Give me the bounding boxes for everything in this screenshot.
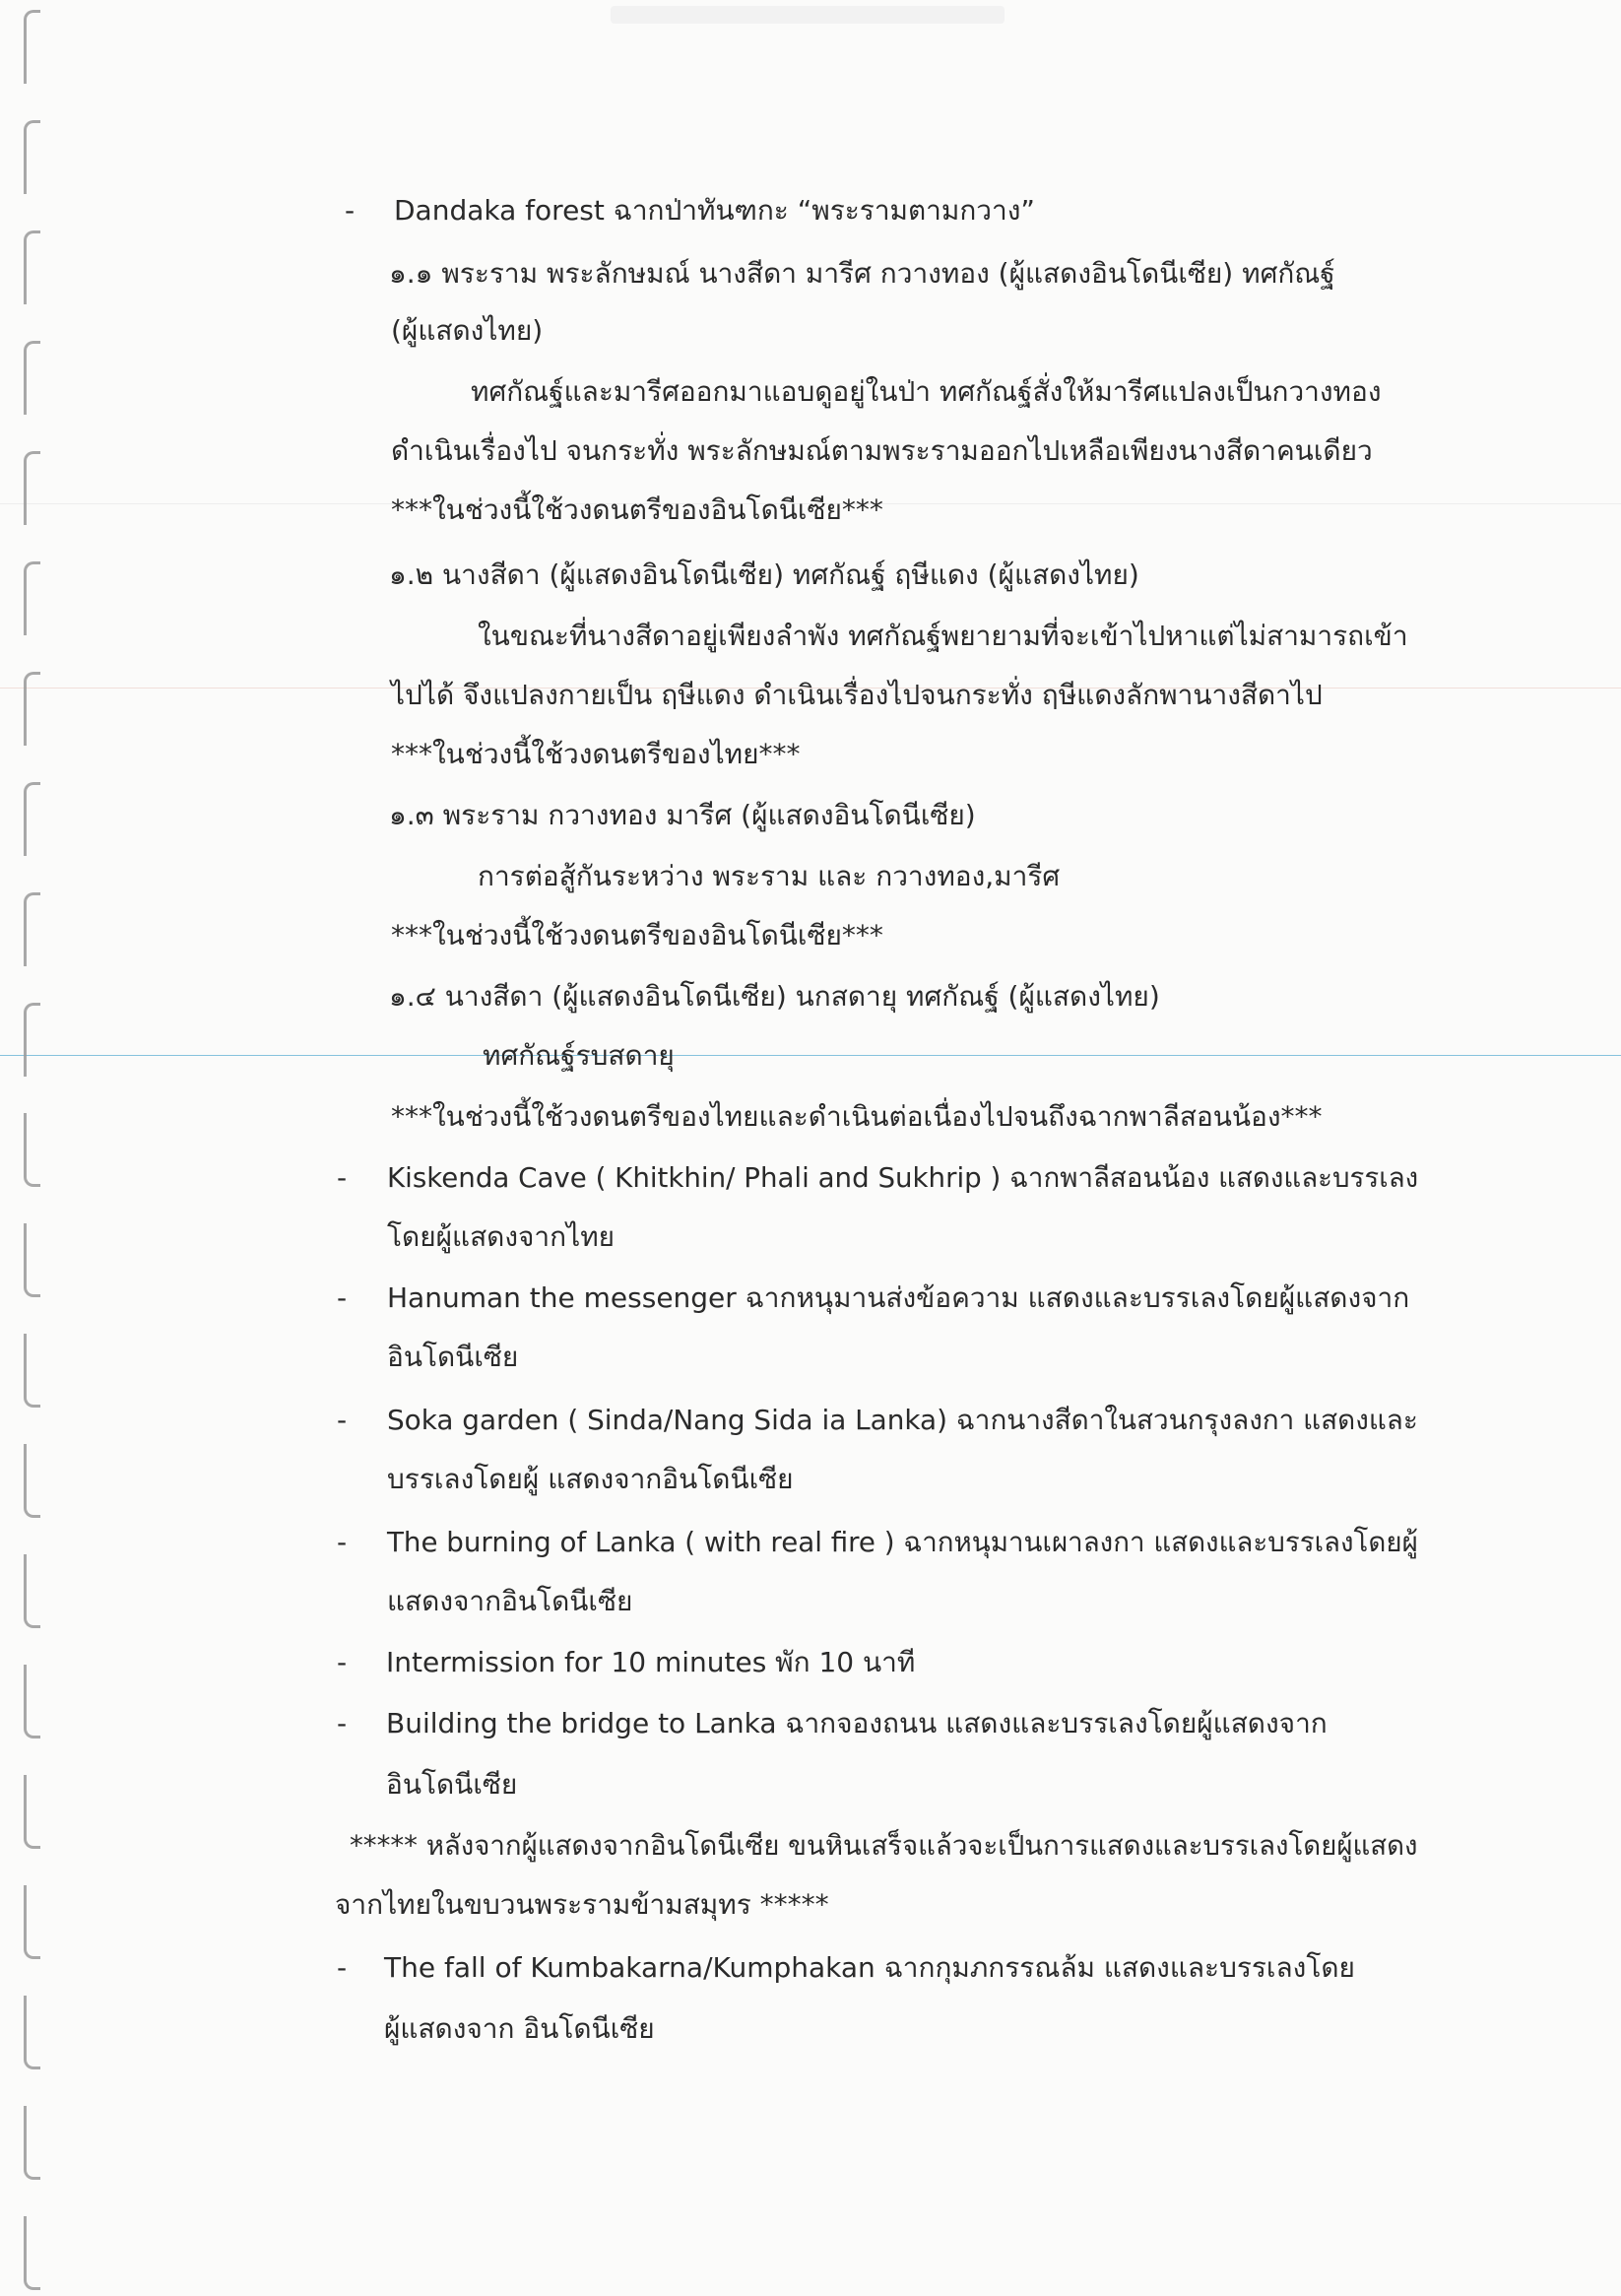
- music-note: ***ในช่วงนี้ใช้วงดนตรีของอินโดนีเซีย***: [391, 493, 883, 526]
- paragraph-line: ทศกัณฐ์และมารีศออกมาแอบดูอยู่ในป่า ทศกัณฐ์สั่งให้มารีศแปลงเป็นกวางทอง: [471, 375, 1382, 408]
- scene-heading-dandaka: Dandaka forest ฉากป่าทันฑกะ “พระรามตามกวาง”: [394, 194, 1035, 227]
- music-note: ***ในช่วงนี้ใช้วงดนตรีของไทยและดำเนินต่อเนื่องไปจนถึงฉากพาลีสอนน้อง***: [391, 1100, 1323, 1133]
- procession-note: ***** หลังจากผู้แสดงจากอินโดนีเซีย ขนหินเสร็จแล้วจะเป็นการแสดงและบรรเลงโดยผู้แสดง: [350, 1829, 1418, 1862]
- subscene-1-4: ๑.๔ นางสีดา (ผู้แสดงอินโดนีเซีย) นกสดายุ ทศกัณฐ์ (ผู้แสดงไทย): [389, 980, 1160, 1013]
- binding-ring: [24, 1223, 40, 1297]
- bullet-dash: -: [337, 1951, 348, 1984]
- binding-ring: [24, 892, 40, 966]
- intermission: Intermission for 10 minutes พัก 10 นาที: [386, 1646, 916, 1678]
- binding-ring: [24, 1996, 40, 2069]
- scene-heading-bridge: Building the bridge to Lanka ฉากจองถนน แสดงและบรรเลงโดยผู้แสดงจาก: [386, 1707, 1328, 1739]
- scene-detail: บรรเลงโดยผู้ แสดงจากอินโดนีเซีย: [387, 1463, 794, 1495]
- subscene-1-1: ๑.๑ พระราม พระลักษมณ์ นางสีดา มารีศ กวางทอง (ผู้แสดงอินโดนีเซีย) ทศกัณฐ์: [389, 257, 1335, 290]
- binding-ring: [24, 561, 40, 635]
- binding-ring: [24, 1665, 40, 1738]
- binding-ring: [24, 2106, 40, 2180]
- subscene-1-2: ๑.๒ นางสีดา (ผู้แสดงอินโดนีเซีย) ทศกัณฐ์ ฤษีแดง (ผู้แสดงไทย): [389, 558, 1139, 591]
- scene-heading-hanuman: Hanuman the messenger ฉากหนุมานส่งข้อความ แสดงและบรรเลงโดยผู้แสดงจาก: [387, 1281, 1410, 1314]
- binding-ring: [24, 2216, 40, 2290]
- music-note: ***ในช่วงนี้ใช้วงดนตรีของอินโดนีเซีย***: [391, 919, 883, 951]
- scene-heading-burning: The burning of Lanka ( with real fire ) ฉากหนุมานเผาลงกา แสดงและบรรเลงโดยผู้: [387, 1526, 1418, 1558]
- scene-heading-soka: Soka garden ( Sinda/Nang Sida ia Lanka) ฉากนางสีดาในสวนกรุงลงกา แสดงและ: [387, 1404, 1418, 1436]
- subscene-1-3: ๑.๓ พระราม กวางทอง มารีศ (ผู้แสดงอินโดนีเซีย): [389, 799, 976, 831]
- binding-ring: [24, 10, 40, 84]
- bullet-dash: -: [337, 1404, 348, 1436]
- bullet-dash: -: [337, 1646, 348, 1678]
- scene-detail: อินโดนีเซีย: [386, 1768, 518, 1801]
- binding-ring: [24, 782, 40, 856]
- bullet-dash: -: [345, 194, 356, 227]
- paragraph-line: ไปได้ จึงแปลงกายเป็น ฤษีแดง ดำเนินเรื่องไปจนกระทั่ง ฤษีแดงลักพานางสีดาไป: [391, 679, 1323, 711]
- bullet-dash: -: [337, 1526, 348, 1558]
- scan-smudge: [611, 6, 1005, 24]
- music-note: ***ในช่วงนี้ใช้วงดนตรีของไทย***: [391, 738, 801, 770]
- paragraph-line: ดำเนินเรื่องไป จนกระทั่ง พระลักษมณ์ตามพระรามออกไปเหลือเพียงนางสีดาคนเดียว: [391, 434, 1373, 467]
- scene-detail: แสดงจากอินโดนีเซีย: [387, 1585, 633, 1617]
- bullet-dash: -: [337, 1707, 348, 1739]
- scene-heading-kiskenda: Kiskenda Cave ( Khitkhin/ Phali and Sukhrip ) ฉากพาลีสอนน้อง แสดงและบรรเลง: [387, 1161, 1419, 1194]
- paragraph-line: ในขณะที่นางสีดาอยู่เพียงลำพัง ทศกัณฐ์พยายามที่จะเข้าไปหาแต่ไม่สามารถเข้า: [478, 620, 1408, 652]
- binding-marks: [14, 0, 53, 2296]
- binding-ring: [24, 230, 40, 304]
- scene-heading-kumbakarna: The fall of Kumbakarna/Kumphakan ฉากกุมภกรรณล้ม แสดงและบรรเลงโดย: [384, 1951, 1355, 1984]
- binding-ring: [24, 341, 40, 415]
- scene-detail: ผู้แสดงจาก อินโดนีเซีย: [384, 2012, 655, 2045]
- bullet-dash: -: [337, 1161, 348, 1194]
- binding-ring: [24, 672, 40, 746]
- binding-ring: [24, 1554, 40, 1628]
- binding-ring: [24, 1113, 40, 1187]
- binding-ring: [24, 1003, 40, 1077]
- binding-ring: [24, 120, 40, 194]
- binding-ring: [24, 1775, 40, 1849]
- scene-detail: โดยผู้แสดงจากไทย: [387, 1220, 616, 1253]
- binding-ring: [24, 1444, 40, 1518]
- scene-detail: อินโดนีเซีย: [387, 1341, 519, 1373]
- binding-ring: [24, 1334, 40, 1408]
- subscene-1-1-cont: (ผู้แสดงไทย): [391, 314, 544, 347]
- binding-ring: [24, 1885, 40, 1959]
- scan-artifact-line: [0, 1055, 1621, 1056]
- paragraph-line: การต่อสู้กันระหว่าง พระราม และ กวางทอง,มารีศ: [478, 860, 1061, 892]
- paragraph-line: ทศกัณฐ์รบสดายุ: [483, 1039, 675, 1072]
- binding-ring: [24, 451, 40, 525]
- bullet-dash: -: [337, 1281, 348, 1314]
- procession-note-cont: จากไทยในขบวนพระรามข้ามสมุทร *****: [335, 1888, 829, 1921]
